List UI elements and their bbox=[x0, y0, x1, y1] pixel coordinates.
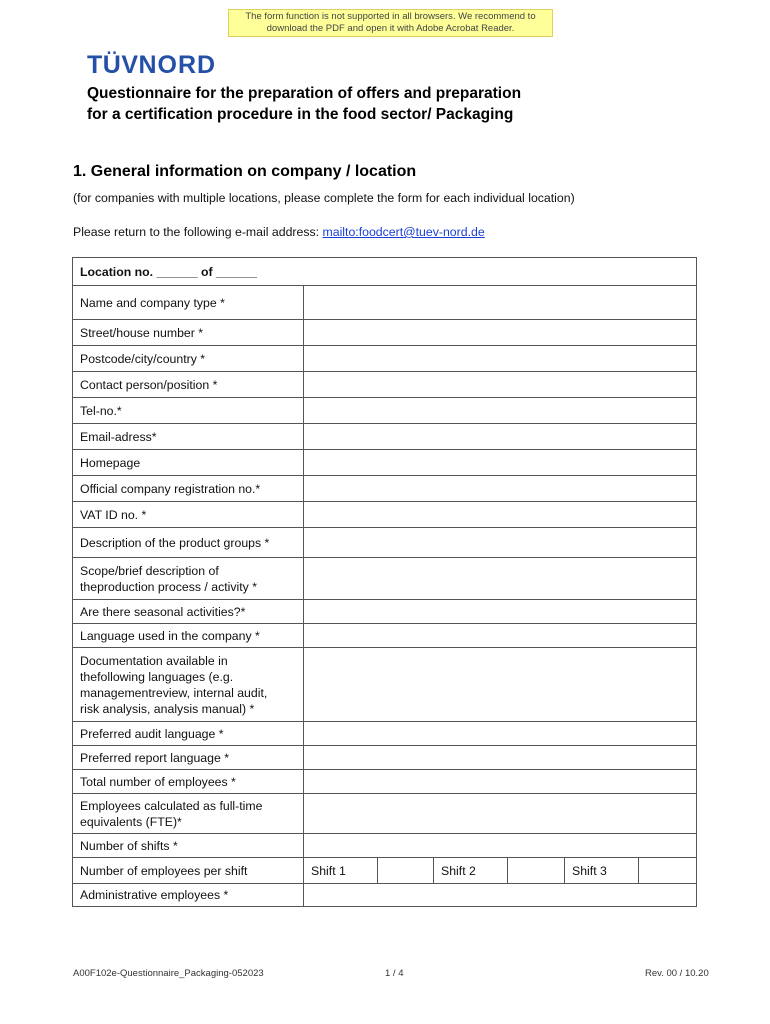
return-address-line bbox=[73, 225, 485, 239]
form-row bbox=[73, 648, 697, 722]
field-label bbox=[73, 648, 304, 722]
email-link[interactable]: mailto:foodcert@tuev-nord.de bbox=[322, 225, 485, 239]
form-row bbox=[73, 624, 697, 648]
form-row bbox=[73, 450, 697, 476]
section-heading: 1. General information on company / location bbox=[73, 163, 417, 180]
return-text: Please return to the following e-mail address: bbox=[73, 225, 323, 239]
form-row bbox=[73, 476, 697, 502]
field-label bbox=[73, 794, 304, 834]
field-input[interactable] bbox=[304, 558, 697, 600]
field-input[interactable] bbox=[304, 794, 697, 834]
admin-label: Administrative employees * bbox=[73, 884, 304, 907]
field-input[interactable] bbox=[304, 528, 697, 558]
shift-fields bbox=[304, 858, 697, 884]
field-input[interactable] bbox=[304, 450, 697, 476]
notice-line-1: The form function is not supported in all browsers. We recommend to bbox=[245, 11, 536, 22]
field-label: Total number of employees * bbox=[73, 770, 304, 794]
shift-label-2: Shift 2 bbox=[434, 858, 508, 883]
footer-revision: Rev. 00 / 10.20 bbox=[645, 968, 709, 979]
field-label: Postcode/city/country * bbox=[73, 346, 304, 372]
field-label: Number of shifts * bbox=[73, 834, 304, 858]
field-label: Preferred report language * bbox=[73, 746, 304, 770]
form-row bbox=[73, 722, 697, 746]
title-line-1: Questionnaire for the preparation of offers and preparation bbox=[87, 85, 522, 102]
shift-input-2[interactable] bbox=[508, 858, 565, 883]
field-label: Email-adress* bbox=[73, 424, 304, 450]
notice-line-2: download the PDF and open it with Adobe Acrobat Reader. bbox=[266, 23, 515, 34]
field-label-line: risk analysis, analysis manual) * bbox=[80, 701, 255, 716]
form-row bbox=[73, 424, 697, 450]
browser-notice-banner bbox=[228, 9, 553, 37]
logo-part-1: TÜV bbox=[87, 51, 139, 79]
field-label: Tel-no.* bbox=[73, 398, 304, 424]
form-row bbox=[73, 502, 697, 528]
field-label: VAT ID no. * bbox=[73, 502, 304, 528]
form-row bbox=[73, 834, 697, 858]
field-label: Description of the product groups * bbox=[73, 528, 304, 558]
field-label: Name and company type * bbox=[73, 286, 304, 320]
field-input[interactable] bbox=[304, 320, 697, 346]
field-label-line: Documentation available in bbox=[80, 653, 228, 668]
shift-label-1: Shift 1 bbox=[304, 858, 378, 883]
form-row bbox=[73, 286, 697, 320]
field-input[interactable] bbox=[304, 424, 697, 450]
footer-doc-id: A00F102e-Questionnaire_Packaging-052023 bbox=[73, 968, 264, 979]
logo-part-2: NORD bbox=[138, 51, 217, 79]
form-row bbox=[73, 372, 697, 398]
field-input[interactable] bbox=[304, 286, 697, 320]
admin-input[interactable] bbox=[304, 884, 697, 907]
field-input[interactable] bbox=[304, 746, 697, 770]
field-label-line: Scope/brief description of bbox=[80, 563, 219, 578]
form-row bbox=[73, 746, 697, 770]
location-label: Location no. ______ of ______ bbox=[73, 258, 697, 286]
document-title bbox=[87, 83, 587, 125]
form-row bbox=[73, 600, 697, 624]
form-row bbox=[73, 346, 697, 372]
shift-input-1[interactable] bbox=[378, 858, 434, 883]
field-label: Are there seasonal activities?* bbox=[73, 600, 304, 624]
field-label: Language used in the company * bbox=[73, 624, 304, 648]
field-input[interactable] bbox=[304, 346, 697, 372]
field-input[interactable] bbox=[304, 600, 697, 624]
field-label: Contact person/position * bbox=[73, 372, 304, 398]
field-label: Official company registration no.* bbox=[73, 476, 304, 502]
form-row bbox=[73, 770, 697, 794]
form-row bbox=[73, 528, 697, 558]
company-info-table bbox=[72, 257, 697, 907]
title-line-2: for a certification procedure in the food sector/ Packaging bbox=[87, 106, 514, 123]
field-input[interactable] bbox=[304, 502, 697, 528]
field-input[interactable] bbox=[304, 476, 697, 502]
footer-page-number: 1 / 4 bbox=[385, 968, 404, 979]
field-label-line: managementreview, internal audit, bbox=[80, 685, 268, 700]
shift-input-3[interactable] bbox=[639, 858, 696, 883]
field-label bbox=[73, 558, 304, 600]
field-label-line: thefollowing languages (e.g. bbox=[80, 669, 234, 684]
field-input[interactable] bbox=[304, 624, 697, 648]
form-row bbox=[73, 398, 697, 424]
field-input[interactable] bbox=[304, 648, 697, 722]
form-row bbox=[73, 558, 697, 600]
admin-row bbox=[73, 884, 697, 907]
tuv-nord-logo bbox=[87, 51, 216, 80]
field-input[interactable] bbox=[304, 770, 697, 794]
field-label: Preferred audit language * bbox=[73, 722, 304, 746]
shift-row-label: Number of employees per shift bbox=[73, 858, 304, 884]
field-label-line: equivalents (FTE)* bbox=[80, 814, 182, 829]
field-label-line: Employees calculated as full-time bbox=[80, 798, 263, 813]
shift-row bbox=[73, 858, 697, 884]
section-intro: (for companies with multiple locations, please complete the form for each individual location) bbox=[73, 191, 575, 205]
field-label: Homepage bbox=[73, 450, 304, 476]
field-label-line: theproduction process / activity * bbox=[80, 579, 258, 594]
form-row bbox=[73, 320, 697, 346]
shift-label-3: Shift 3 bbox=[565, 858, 639, 883]
location-row bbox=[73, 258, 697, 286]
field-input[interactable] bbox=[304, 398, 697, 424]
field-label: Street/house number * bbox=[73, 320, 304, 346]
field-input[interactable] bbox=[304, 834, 697, 858]
field-input[interactable] bbox=[304, 372, 697, 398]
field-input[interactable] bbox=[304, 722, 697, 746]
form-row bbox=[73, 794, 697, 834]
